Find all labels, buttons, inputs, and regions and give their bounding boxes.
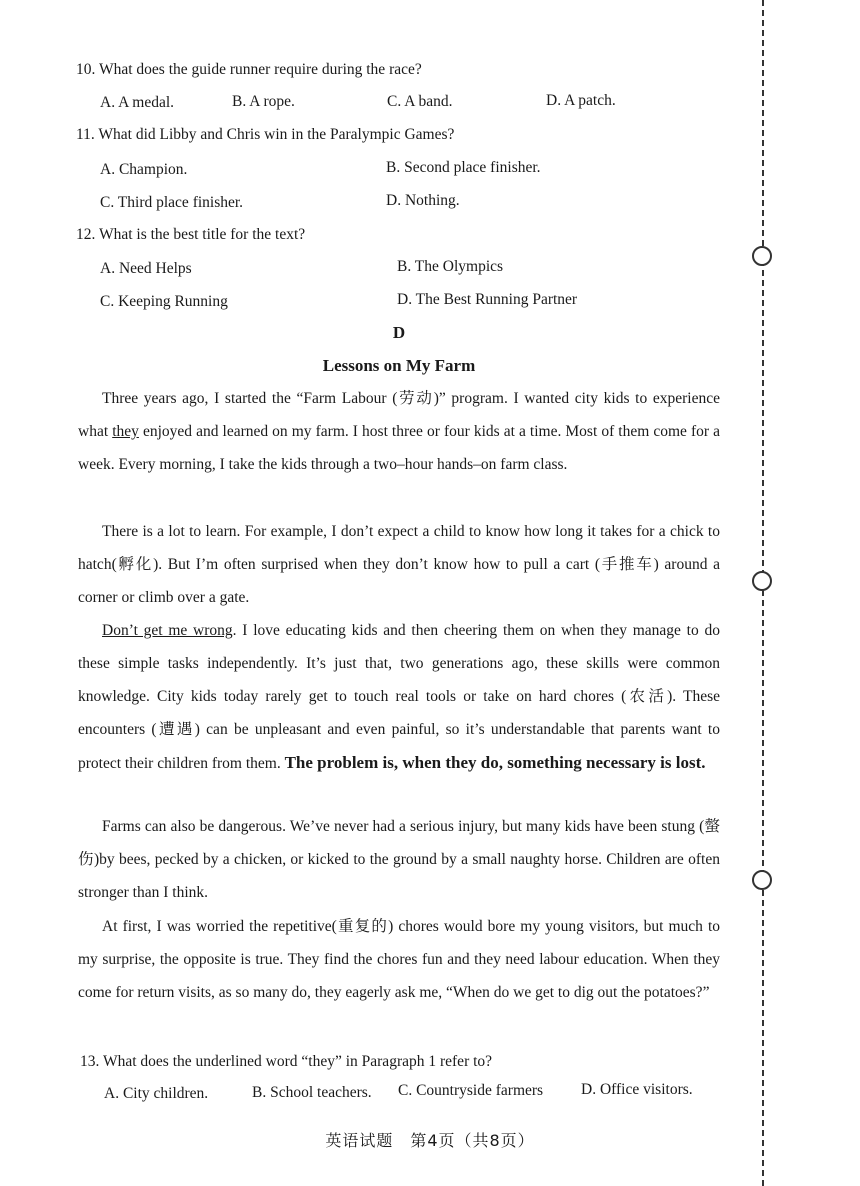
- q10-option-b: B. A rope.: [232, 93, 295, 110]
- page-footer: 英语试题 第4页（共8页）: [325, 1131, 535, 1150]
- p1-text-a: Three years ago, I started the “Farm Labour (劳动)” program. I wanted city kids to experience what: [78, 390, 720, 440]
- underlined-phrase: Don’t get me wrong: [102, 622, 233, 639]
- q13-option-c: C. Countryside farmers: [398, 1082, 544, 1099]
- p1-text-b: enjoyed and learned on my farm. I host three or four kids at a time. Most of them come for a week. Every morning, I take the kids through a two–hour hands–on farm class.: [78, 423, 720, 473]
- p3-bold-sentence: The problem is, when they do, something necessary is lost.: [284, 753, 706, 772]
- p3-text-a: . I love educating kids and then cheering them on when they manage to do these simple tasks independently. It’s just that, two generations ago, these skills were common knowledge. City kids today rarely get to touch real tools or take on hard chores (农活). These encounters (遭遇) can be unpleasant and even painful, so it’s understandable that parents want to protect their children from them.: [78, 622, 720, 772]
- q13-option-b: B. School teachers.: [252, 1084, 372, 1101]
- q12-option-b: B. The Olympics: [397, 258, 504, 275]
- binding-hole-icon: [752, 571, 772, 591]
- passage-paragraph-5: At first, I was worried the repetitive(重复的) chores would bore my young visitors, but much to my surprise, the opposite is true. They find the chores fun and they need labour education. When they come for return visits, as so many do, they eagerly ask me, “When do we get to dig out the potatoes?”: [78, 918, 720, 1001]
- q11-option-d: D. Nothing.: [386, 192, 460, 209]
- q11-option-b: B. Second place finisher.: [386, 159, 541, 176]
- question-12-stem: 12. What is the best title for the text?: [76, 226, 306, 243]
- underlined-word-they: they: [112, 423, 139, 440]
- q13-option-a: A. City children.: [104, 1085, 209, 1102]
- question-11-stem: 11. What did Libby and Chris win in the Paralympic Games?: [76, 126, 455, 143]
- section-letter: D: [392, 323, 406, 342]
- binding-hole-icon: [752, 870, 772, 890]
- q10-option-a: A. A medal.: [100, 94, 175, 111]
- q11-option-c: C. Third place finisher.: [100, 194, 244, 211]
- q10-option-d: D. A patch.: [546, 92, 616, 109]
- q10-option-c: C. A band.: [387, 93, 453, 110]
- q12-option-c: C. Keeping Running: [100, 293, 228, 310]
- binding-dashed-line: [762, 0, 764, 1186]
- passage-paragraph-3: [78, 614, 720, 780]
- question-10-stem: 10. What does the guide runner require during the race?: [76, 61, 422, 78]
- passage-paragraph-4: Farms can also be dangerous. We’ve never had a serious injury, but many kids have been stung (螫伤)by bees, pecked by a chicken, or kicked to the ground by a small naughty horse. Children are often stronger than I think.: [78, 818, 720, 901]
- passage-paragraph-1: [78, 382, 720, 481]
- binding-hole-icon: [752, 246, 772, 266]
- passage-paragraph-2: There is a lot to learn. For example, I don’t expect a child to know how long it takes for a chick to hatch(孵化). But I’m often surprised when they don’t know how to pull a cart (手推车) around a corner or climb over a gate.: [78, 523, 720, 606]
- passage-title: Lessons on My Farm: [322, 356, 476, 375]
- q11-option-a: A. Champion.: [100, 161, 188, 178]
- q12-option-a: A. Need Helps: [100, 260, 192, 277]
- q13-option-d: D. Office visitors.: [581, 1081, 693, 1098]
- q12-option-d: D. The Best Running Partner: [397, 291, 578, 308]
- question-13-stem: 13. What does the underlined word “they” in Paragraph 1 refer to?: [80, 1053, 493, 1070]
